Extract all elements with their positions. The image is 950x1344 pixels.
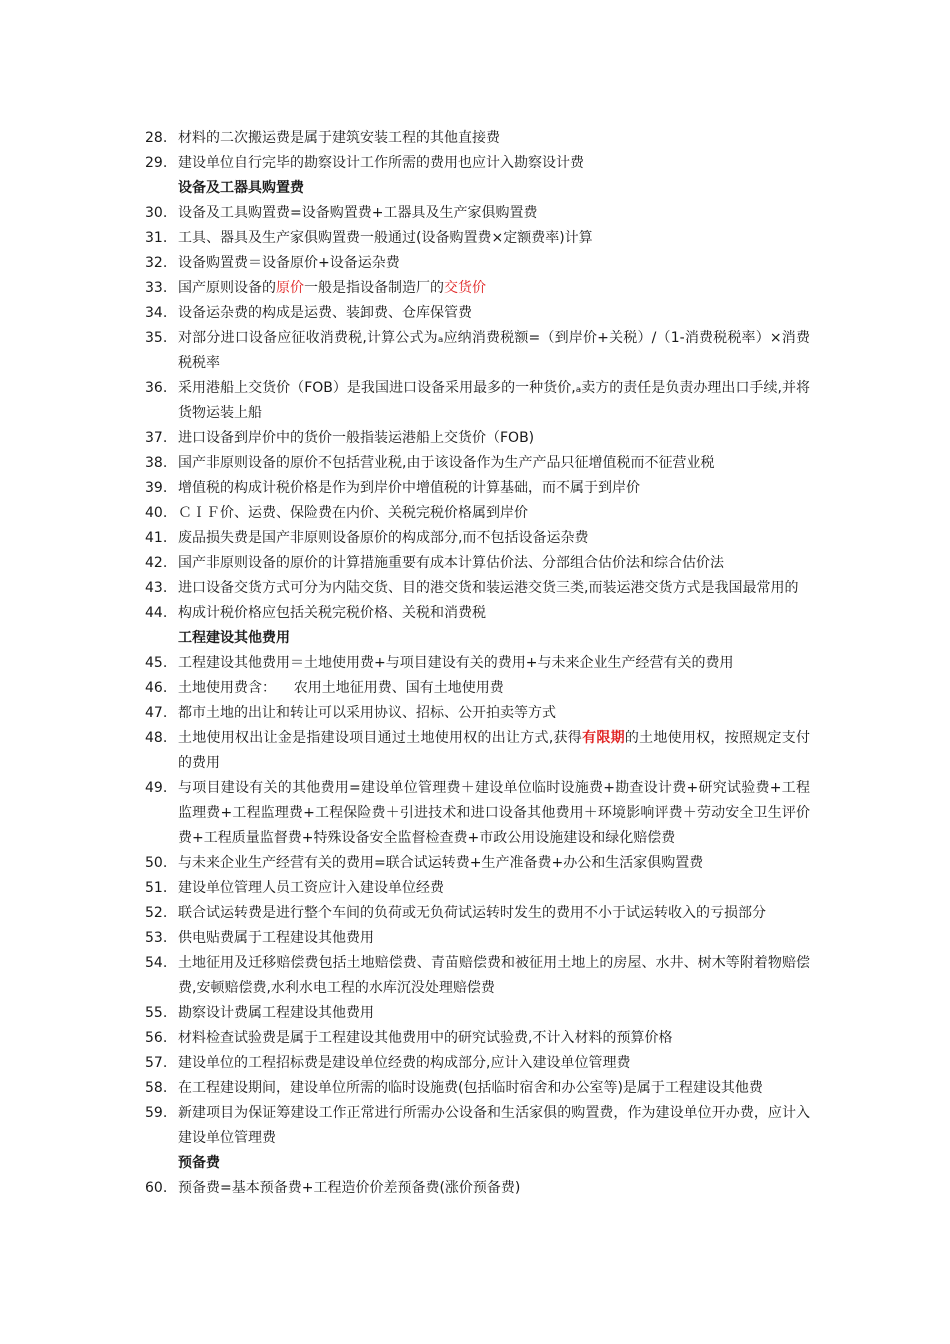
list-item-number: 59. xyxy=(145,1105,168,1121)
document-body xyxy=(145,126,810,1201)
list-item xyxy=(145,376,810,426)
list-item xyxy=(145,226,810,251)
list-item-number: 41. xyxy=(145,530,168,546)
list-item xyxy=(145,1001,810,1026)
list-item xyxy=(145,1051,810,1076)
list-item-text: 增值税的构成计税价格是作为到岸价中增值税的计算基础，而不属于到岸价 xyxy=(178,480,640,496)
list-item xyxy=(145,426,810,451)
text-segment: 一般是指设备制造厂的 xyxy=(304,280,444,296)
list-item-number: 28. xyxy=(145,130,168,146)
list-item-text: 材料的二次搬运费是属于建筑安装工程的其他直接费 xyxy=(178,130,500,146)
list-item-number: 60. xyxy=(145,1180,168,1196)
list-item-text: 与项目建设有关的其他费用=建设单位管理费＋建设单位临时设施费+勘查设计费+研究试验费+工程监理费+工程监理费+工程保险费＋引进技术和进口设备其他费用＋环境影响评费＋劳动安全卫生评价费+工程质量监督费+特殊设备安全监督检查费+市政公用设施建设和绿化赔偿费 xyxy=(178,780,810,846)
list-item-number: 46. xyxy=(145,680,168,696)
list-item-text: ＣＩＦ价、运费、保险费在内价、关税完税价格属到岸价 xyxy=(178,505,528,521)
list-item xyxy=(145,201,810,226)
list-item-text: 国产非原则设备的原价的计算措施重要有成本计算估价法、分部组合估价法和综合估价法 xyxy=(178,555,724,571)
list-item xyxy=(145,551,810,576)
list-item xyxy=(145,526,810,551)
list-item-text: 废品损失费是国产非原则设备原价的构成部分,而不包括设备运杂费 xyxy=(178,530,589,546)
list-item-number: 53. xyxy=(145,930,168,946)
list-item-number: 47. xyxy=(145,705,168,721)
list-item-text xyxy=(178,726,810,776)
list-item xyxy=(145,576,810,601)
list-item-number: 32. xyxy=(145,255,168,271)
list-item-text: 与未来企业生产经营有关的费用=联合试运转费+生产准备费+办公和生活家俱购置费 xyxy=(178,855,704,871)
list-item-text: 设备购置费＝设备原价+设备运杂费 xyxy=(178,255,400,271)
list-item-text: 材料检查试验费是属于工程建设其他费用中的研究试验费,不计入材料的预算价格 xyxy=(178,1030,673,1046)
list-item-number: 30. xyxy=(145,205,168,221)
list-item xyxy=(145,1101,810,1151)
list-item xyxy=(145,1176,810,1201)
list-item xyxy=(145,276,810,301)
list-item xyxy=(145,151,810,176)
list-item-number: 42. xyxy=(145,555,168,571)
list-item-number: 54. xyxy=(145,955,168,971)
list-item-text: 在工程建设期间，建设单位所需的临时设施费(包括临时宿舍和办公室等)是属于工程建设其他费 xyxy=(178,1080,763,1096)
list-item xyxy=(145,876,810,901)
list-item-number: 52. xyxy=(145,905,168,921)
list-item-text: 联合试运转费是进行整个车间的负荷或无负荷试运转时发生的费用不小于试运转收入的亏损部分 xyxy=(178,905,766,921)
list-item-number: 44. xyxy=(145,605,168,621)
list-item-text: 建设单位的工程招标费是建设单位经费的构成部分,应计入建设单位管理费 xyxy=(178,1055,631,1071)
list-item-text: 国产非原则设备的原价不包括营业税,由于该设备作为生产产品只征增值税而不征营业税 xyxy=(178,455,715,471)
list-item xyxy=(145,451,810,476)
list-item-number: 49. xyxy=(145,780,168,796)
highlighted-text: 有限期 xyxy=(582,730,625,746)
section-heading: 设备及工器具购置费 xyxy=(178,180,304,196)
list-item xyxy=(145,126,810,151)
list-item xyxy=(145,676,810,701)
list-item xyxy=(145,501,810,526)
list-item-number: 55. xyxy=(145,1005,168,1021)
list-item-text: 进口设备到岸价中的货价一般指装运港船上交货价（FOB) xyxy=(178,430,535,446)
list-item xyxy=(145,326,810,376)
list-item-text: 新建项目为保证筹建设工作正常进行所需办公设备和生活家俱的购置费，作为建设单位开办费，应计入建设单位管理费 xyxy=(178,1105,810,1146)
list-item-text: 设备运杂费的构成是运费、装卸费、仓库保管费 xyxy=(178,305,472,321)
list-item-number: 37. xyxy=(145,430,168,446)
list-item xyxy=(145,476,810,501)
list-item-text: 对部分进口设备应征收消费税,计算公式为ₐ应纳消费税额=（到岸价+关税）/（1-消费税税率）×消费税税率 xyxy=(178,330,810,371)
text-segment: 的土地使用权，按照规定支付的费用 xyxy=(178,730,811,771)
list-item xyxy=(145,926,810,951)
list-item xyxy=(145,701,810,726)
list-item-text: 设备及工具购置费=设备购置费+工器具及生产家俱购置费 xyxy=(178,205,538,221)
list-item xyxy=(145,726,810,776)
list-item-number: 56. xyxy=(145,1030,168,1046)
list-item-number: 43. xyxy=(145,580,168,596)
list-item-text: 都市土地的出让和转让可以采用协议、招标、公开拍卖等方式 xyxy=(178,705,556,721)
list-item-text: 采用港船上交货价（FOB）是我国进口设备采用最多的一种货价,ₐ卖方的责任是负责办理出口手续,并将货物运装上船 xyxy=(178,380,810,421)
list-item-text: 土地征用及迁移赔偿费包括土地赔偿费、青苗赔偿费和被征用土地上的房屋、水井、树木等附着物赔偿费,安顿赔偿费,水利水电工程的水库沉没处理赔偿费 xyxy=(178,955,810,996)
list-item-number: 45. xyxy=(145,655,168,671)
list-item xyxy=(145,301,810,326)
list-item-number: 31. xyxy=(145,230,168,246)
list-item xyxy=(145,951,810,1001)
list-item xyxy=(145,251,810,276)
list-item-number: 39. xyxy=(145,480,168,496)
section-heading: 预备费 xyxy=(178,1155,220,1171)
list-item xyxy=(145,776,810,851)
list-item-text: 工程建设其他费用＝土地使用费+与项目建设有关的费用+与未来企业生产经营有关的费用 xyxy=(178,655,734,671)
list-item-text: 供电贴费属于工程建设其他费用 xyxy=(178,930,374,946)
highlighted-text: 原价 xyxy=(276,280,304,296)
list-item-text: 进口设备交货方式可分为内陆交货、目的港交货和装运港交货三类,而装运港交货方式是我国最常用的 xyxy=(178,580,799,596)
list-item-number: 36. xyxy=(145,380,168,396)
list-item-number: 33. xyxy=(145,280,168,296)
list-item-number: 51. xyxy=(145,880,168,896)
section-heading: 工程建设其他费用 xyxy=(178,630,290,646)
list-item-number: 57. xyxy=(145,1055,168,1071)
list-item-number: 38. xyxy=(145,455,168,471)
list-item-number: 40. xyxy=(145,505,168,521)
text-segment: 国产原则设备的 xyxy=(178,280,276,296)
list-item-text: 建设单位自行完毕的勘察设计工作所需的费用也应计入勘察设计费 xyxy=(178,155,584,171)
text-segment: 土地使用权出让金是指建设项目通过土地使用权的出让方式,获得 xyxy=(178,730,583,746)
list-item-text: 构成计税价格应包括关税完税价格、关税和消费税 xyxy=(178,605,486,621)
list-item-number: 58. xyxy=(145,1080,168,1096)
list-item xyxy=(145,1026,810,1051)
list-item xyxy=(145,651,810,676)
list-item xyxy=(145,601,810,626)
list-item xyxy=(145,901,810,926)
list-item-text: 土地使用费含： 农用土地征用费、国有土地使用费 xyxy=(178,680,504,696)
list-item-text: 工具、器具及生产家俱购置费一般通过(设备购置费×定额费率)计算 xyxy=(178,230,593,246)
list-item-text: 建设单位管理人员工资应计入建设单位经费 xyxy=(178,880,444,896)
highlighted-text: 交货价 xyxy=(444,280,486,296)
list-item-text xyxy=(178,276,810,301)
list-item-text: 预备费=基本预备费+工程造价价差预备费(涨价预备费) xyxy=(178,1180,521,1196)
list-item-number: 50. xyxy=(145,855,168,871)
list-item-number: 35. xyxy=(145,330,168,346)
list-item-number: 34. xyxy=(145,305,168,321)
list-item-number: 29. xyxy=(145,155,168,171)
list-item xyxy=(145,1076,810,1101)
list-item-number: 48. xyxy=(145,730,168,746)
list-item-text: 勘察设计费属工程建设其他费用 xyxy=(178,1005,374,1021)
list-item xyxy=(145,851,810,876)
